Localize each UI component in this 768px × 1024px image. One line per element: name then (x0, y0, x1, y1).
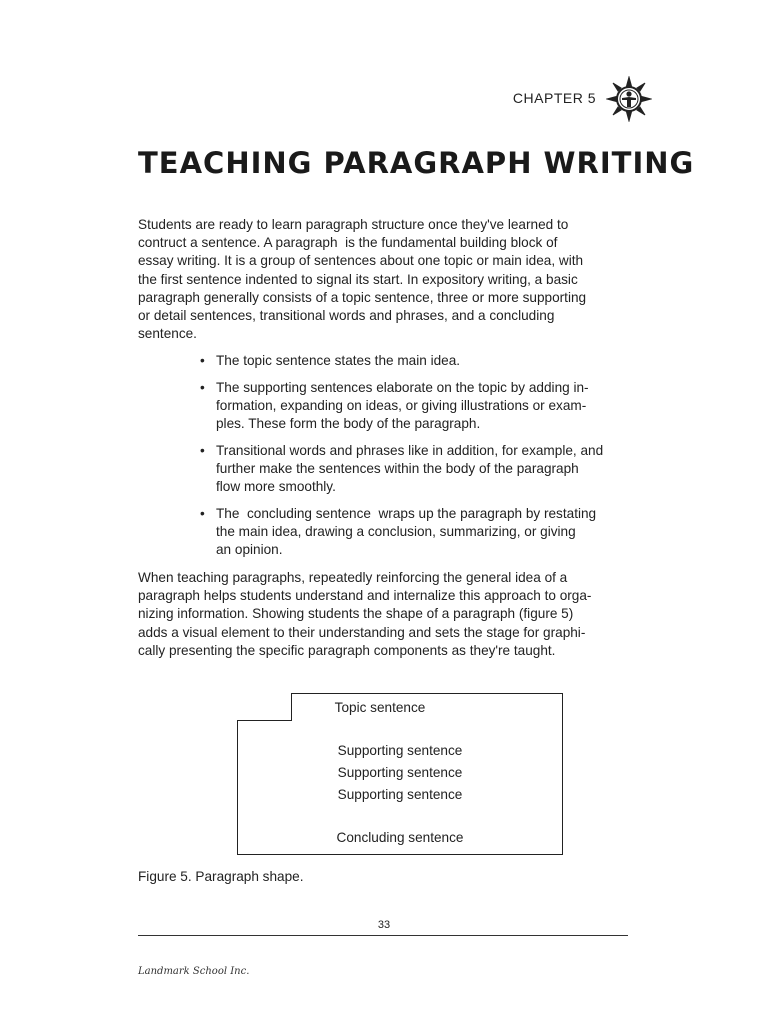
bullet-text: The topic sentence states the main idea. (216, 353, 461, 368)
bullet-dot: • (200, 353, 205, 368)
page-title: TEACHING PARAGRAPH WRITING (138, 146, 695, 180)
chapter-label: CHAPTER 5 (512, 90, 596, 106)
bullet-text: Transitional words and phrases like in addition, for example, and further make the sentences within the body of the paragraph flow more smoothly. (216, 443, 604, 495)
figure-topic-sentence: Topic sentence (334, 700, 426, 715)
intro-paragraph: Students are ready to learn paragraph structure once they've learned to contruct a sentence. A paragraph is the fundamental building block of essay writing. It is a group of sentences about one topic or main idea, with the first sentence indented to signal its start. In expository writing, a basic paragraph generally consists of a topic sentence, three or more supporting or detail sentences, transitional words and phrases, and a concluding sentence. (138, 217, 587, 342)
bullet-dot: • (200, 443, 205, 458)
figure-caption: Figure 5. Paragraph shape. (138, 869, 304, 884)
bullet-dot: • (200, 506, 205, 521)
bullet-dot: • (200, 380, 205, 395)
footer-divider (138, 935, 628, 936)
compass-figure-emblem-icon (606, 76, 652, 122)
figure-supporting-sentence: Supporting sentence (337, 765, 463, 780)
figure-supporting-sentence: Supporting sentence (337, 787, 463, 802)
footer-publisher: Landmark School Inc. (138, 966, 250, 977)
page-number: 33 (377, 919, 391, 931)
closing-paragraph: When teaching paragraphs, repeatedly reinforcing the general idea of a paragraph helps students understand and internalize this approach to orga- nizing information. Showing students the shape of a paragraph (figure 5) adds a visual element to their understanding and sets the stage for graphi- cally presenting the specific paragraph components as they're taught. (138, 570, 592, 658)
bullet-text: The concluding sentence wraps up the paragraph by restating the main idea, drawing a conclusion, summarizing, or giving an opinion. (216, 506, 597, 558)
bullet-text: The supporting sentences elaborate on the topic by adding in- formation, expanding on ideas, or giving illustrations or exam- ples. These form the body of the paragraph. (216, 380, 589, 432)
figure-concluding-sentence: Concluding sentence (336, 830, 464, 845)
figure-supporting-sentence: Supporting sentence (337, 743, 463, 758)
